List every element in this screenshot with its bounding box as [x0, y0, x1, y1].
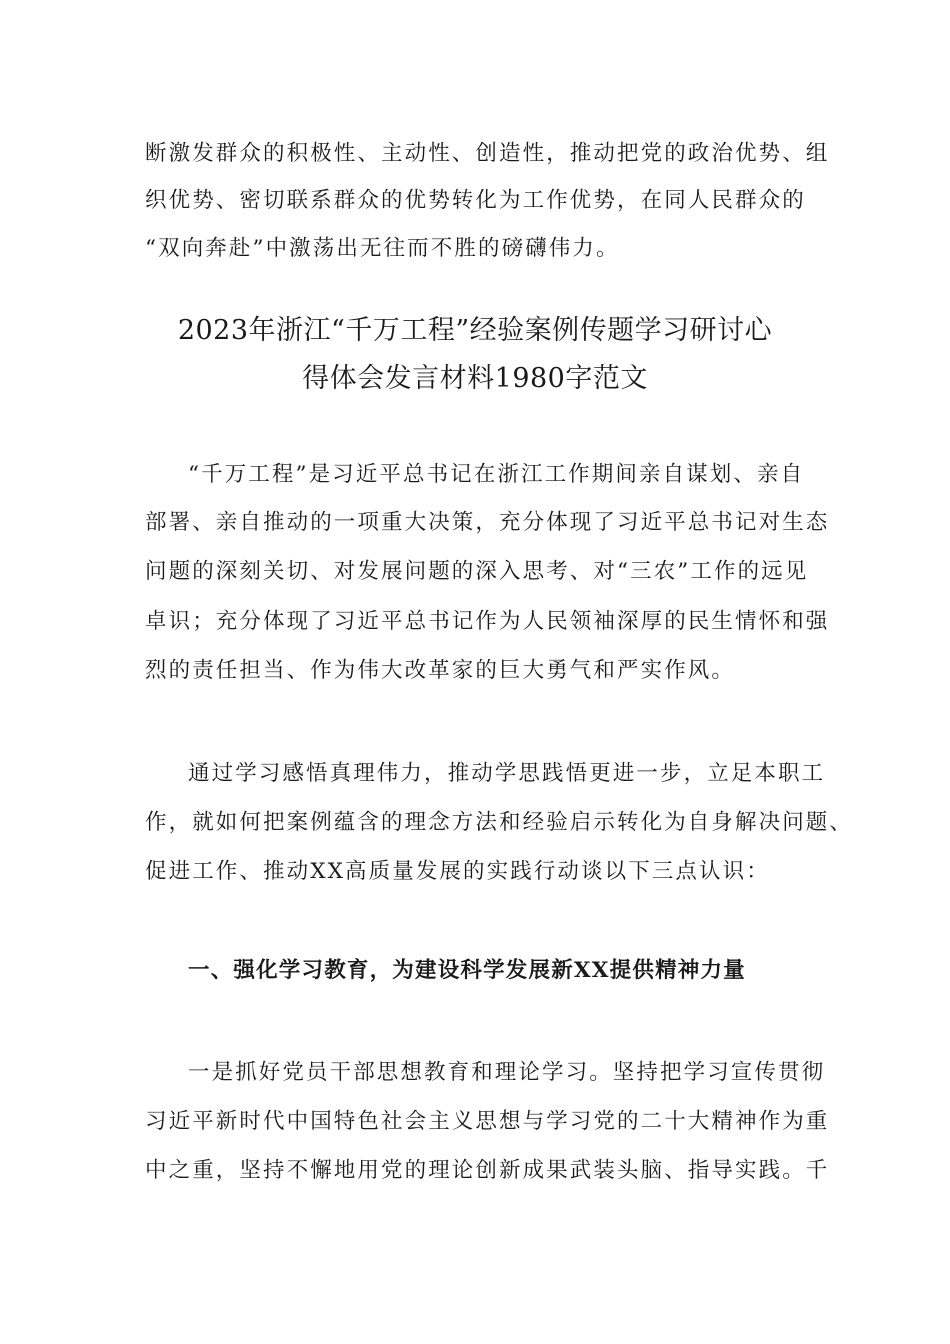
paragraph-1-line-4: 卓识；充分体现了习近平总书记作为人民领袖深厚的民生情怀和强	[145, 609, 830, 634]
paragraph-1-line-1: “千万工程”是习近平总书记在浙江工作期间亲自谋划、亲自	[188, 462, 805, 487]
title-line-1: 2023年浙江“千万工程”经验案例传题学习研讨心	[177, 315, 773, 346]
paragraph-3-line-2: 习近平新时代中国特色社会主义思想与学习党的二十大精神作为重	[145, 1109, 830, 1134]
intro-line-3: “双向奔赴”中激荡出无往而不胜的磅礴伟力。	[145, 236, 620, 261]
paragraph-3-line-1: 一是抓好党员干部思想教育和理论学习。坚持把学习宣传贯彻	[188, 1060, 826, 1085]
paragraph-1-line-3: 问题的深刻关切、对发展问题的深入思考、对“三农”工作的远见	[145, 559, 809, 584]
paragraph-2-line-3: 促进工作、推动XX高质量发展的实践行动谈以下三点认识：	[145, 859, 770, 884]
paragraph-1-line-5: 烈的责任担当、作为伟大改革家的巨大勇气和严实作风。	[145, 658, 736, 683]
intro-line-1: 断激发群众的积极性、主动性、创造性，推动把党的政治优势、组	[145, 141, 830, 166]
section-heading: 一、强化学习教育，为建设科学发展新XX提供精神力量	[188, 958, 746, 983]
paragraph-2-line-1: 通过学习感悟真理伟力，推动学思践悟更进一步，立足本职工	[188, 761, 826, 786]
intro-line-2: 织优势、密切联系群众的优势转化为工作优势，在同人民群众的	[145, 188, 806, 213]
paragraph-1-line-2: 部署、亲自推动的一项重大决策，充分体现了习近平总书记对生态	[145, 510, 830, 535]
title-line-2: 得体会发言材料1980字范文	[302, 363, 648, 394]
paragraph-2-line-2: 作，就如何把案例蕴含的理念方法和经验启示转化为自身解决问题、	[145, 810, 854, 835]
paragraph-3-line-3: 中之重，坚持不懈地用党的理论创新成果武装头脑、指导实践。千	[145, 1158, 830, 1183]
